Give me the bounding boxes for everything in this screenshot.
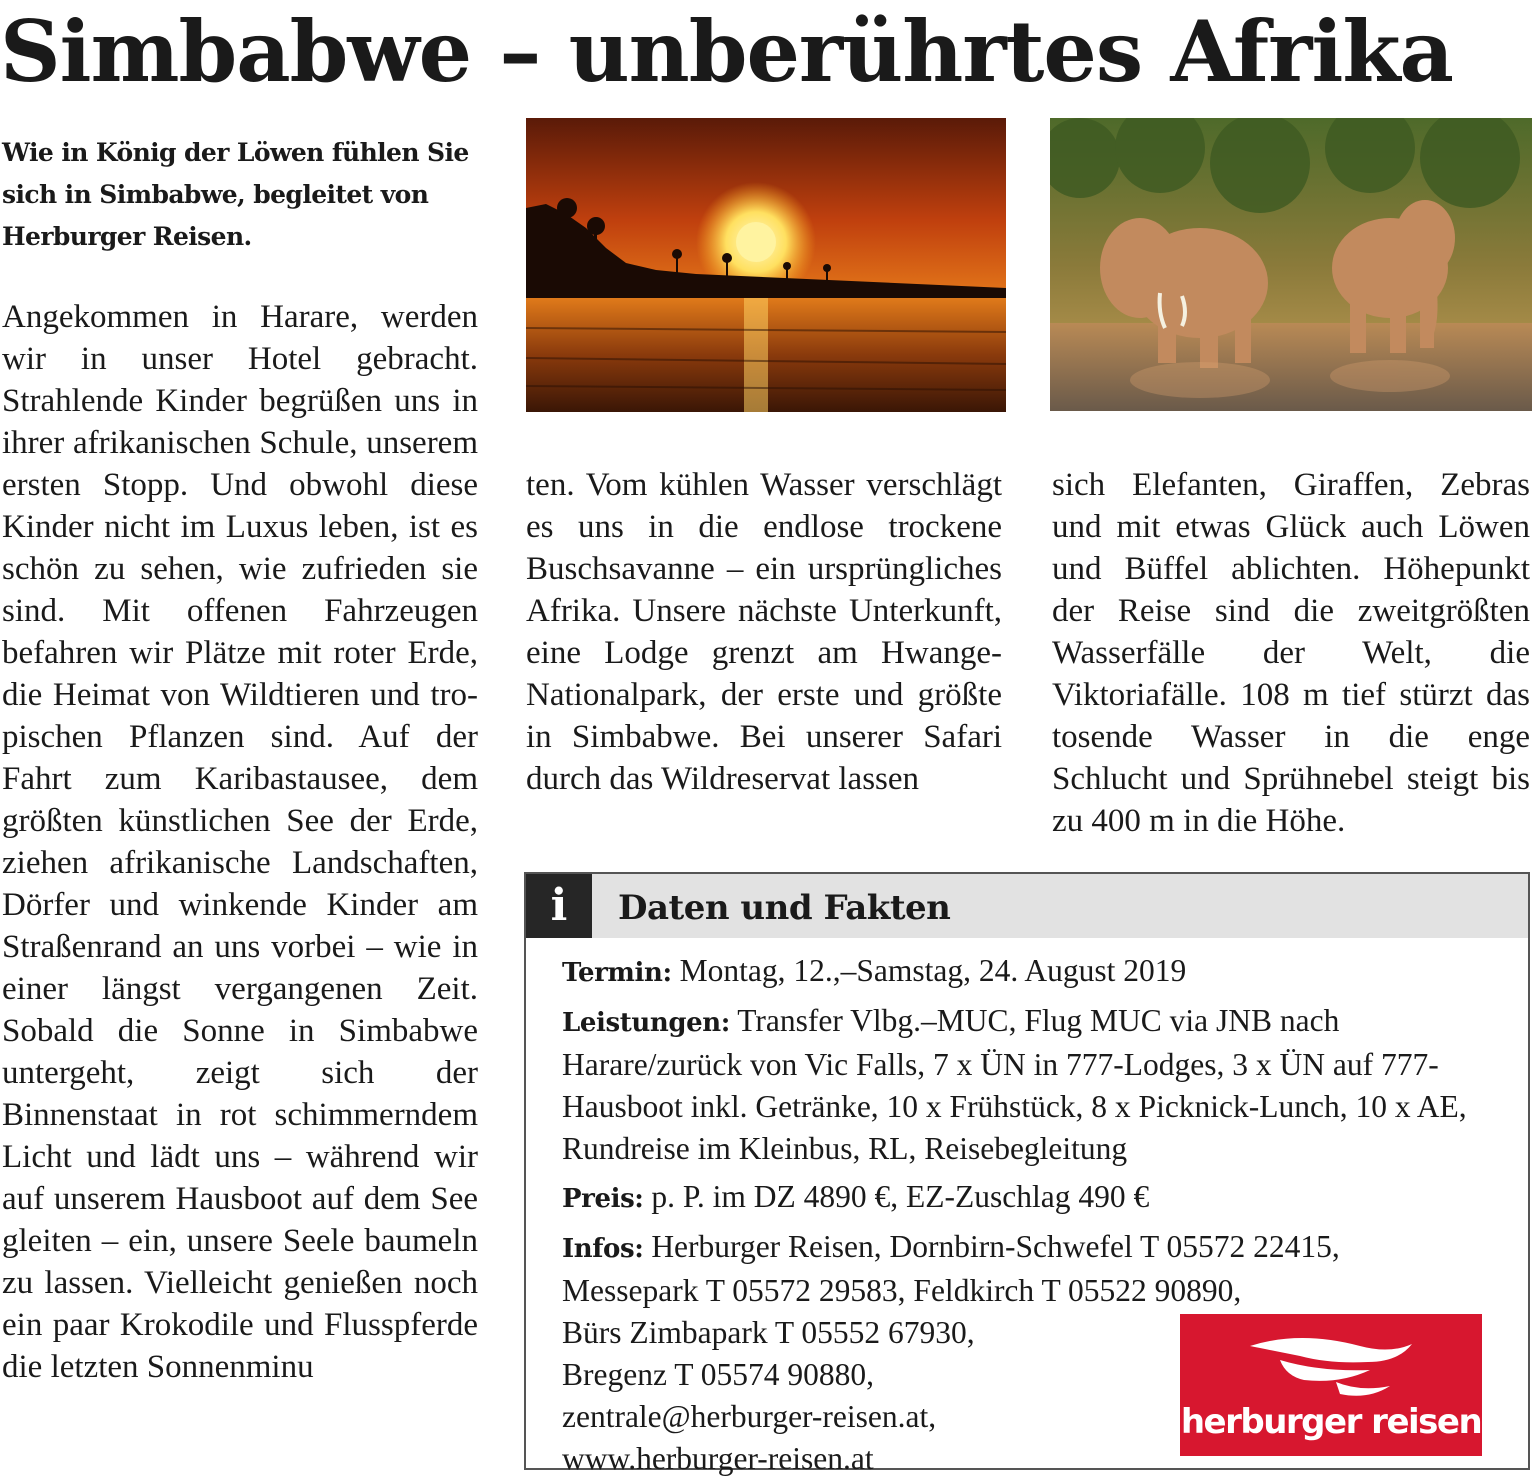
fact-infos-line [562, 1226, 1482, 1270]
logo-text: herburger reisen [1180, 1402, 1482, 1442]
fact-leistungen-value: Transfer Vlbg.–MUC, Flug MUC via JNB nach Harare/zurück von Vic Falls, 7 x ÜN in 777-Lodges, 3 x ÜN auf 777-Hausboot inkl. Getränke, 10 x Frühstück, 8 x Picknick-Lunch, 10 x AE, Rundreise im Kleinbus, RL, Reisebegleitung [562, 1003, 1467, 1166]
headline: Simbabwe – unberührtes Afrika [0, 2, 1453, 101]
article-column-3: sich Elefanten, Giraffen, Zebras und mit etwas Glück auch Löwen und Büffel ablichten. Höhepunkt der Reise sind die zweitgrößten Wasserfälle der Welt, die Viktoriafälle. 108 m tief stürzt das tosende Wasser in die enge Schlucht und Sprühnebel steigt bis zu 400 m in die Höhe. [1052, 467, 1530, 839]
fact-termin [562, 950, 1482, 994]
infos-email-link[interactable]: zentrale@herburger-reisen.at, [562, 1399, 937, 1434]
article-column-2: ten. Vom kühlen Wasser verschlägt es uns in die endlose trockene Buschsavanne – ein ursprüngliches Afrika. Unsere nächste Unterkunft, eine Lodge grenzt am Hwange-Nationalpark, der erste und größte in Simbabwe. Bei unserer Safari durch das Wildreservat lassen [526, 467, 1002, 797]
lead-paragraph: Wie in König der Löwen fühlen Sie sich in Simbabwe, begleitet von Herburger Reisen. [2, 138, 469, 251]
fact-preis-label: Preis: [562, 1184, 644, 1214]
elephants-waterhole-photo [1050, 118, 1532, 411]
fact-termin-label: Termin: [562, 958, 672, 988]
fact-preis-value: p. P. im DZ 4890 €, EZ-Zuschlag 490 € [643, 1179, 1150, 1214]
fact-termin-value: Montag, 12.,–Samstag, 24. August 2019 [671, 953, 1187, 988]
sunset-river-photo [526, 118, 1006, 412]
infos-website-link[interactable]: www.herburger-reisen.at [562, 1441, 874, 1476]
infos-line-bregenz: Bregenz T 05574 90880, [562, 1357, 875, 1392]
facts-title: Daten und Fakten [618, 888, 951, 928]
infos-line-buers: Bürs Zimbapark T 05552 67930, [562, 1315, 975, 1350]
herburger-reisen-logo [1180, 1314, 1482, 1456]
fact-preis [562, 1176, 1482, 1220]
info-icon: i [526, 874, 592, 938]
article-column-1: Angekommen in Harare, werden wir in unser Hotel gebracht. Strahlende Kinder begrüßen uns in ihrer afrikanischen Schule, unserem ersten Stopp. Und obwohl diese Kinder nicht im Luxus leben, ist es schön zu sehen, wie zufrieden sie sind. Mit offenen Fahrzeugen befahren wir Plätze mit roter Erde, die Heimat von Wildtieren und tropischen Pflanzen sind. Auf der Fahrt zum Karibastausee, dem größten künstlichen See der Erde, ziehen afrikanische Landschaften, Dörfer und winkende Kinder am Straßenrand an uns vorbei – wie in einer längst vergangenen Zeit. Sobald die Sonne in Simbabwe untergeht, zeigt sich der Binnenstaat in rot schimmerndem Licht und lädt uns – während wir auf unserem Hausboot auf dem See gleiten – ein, unsere Seele baumeln zu lassen. Vielleicht genießen noch ein paar Krokodile und Flusspferde die letzten Sonnenminu [2, 299, 478, 1385]
fact-leistungen-label: Leistungen: [562, 1008, 730, 1038]
facts-header [526, 874, 1528, 938]
infos-text: Herburger Reisen, Dornbirn-Schwefel T 05572 22415, [643, 1229, 1340, 1264]
fact-leistungen [562, 1000, 1482, 1170]
fact-infos-label: Infos: [562, 1234, 644, 1264]
bird-logo-icon [1240, 1326, 1420, 1400]
infos-line-messepark: Messepark T 05572 29583, Feldkirch T 05522 90890, [562, 1273, 1242, 1308]
